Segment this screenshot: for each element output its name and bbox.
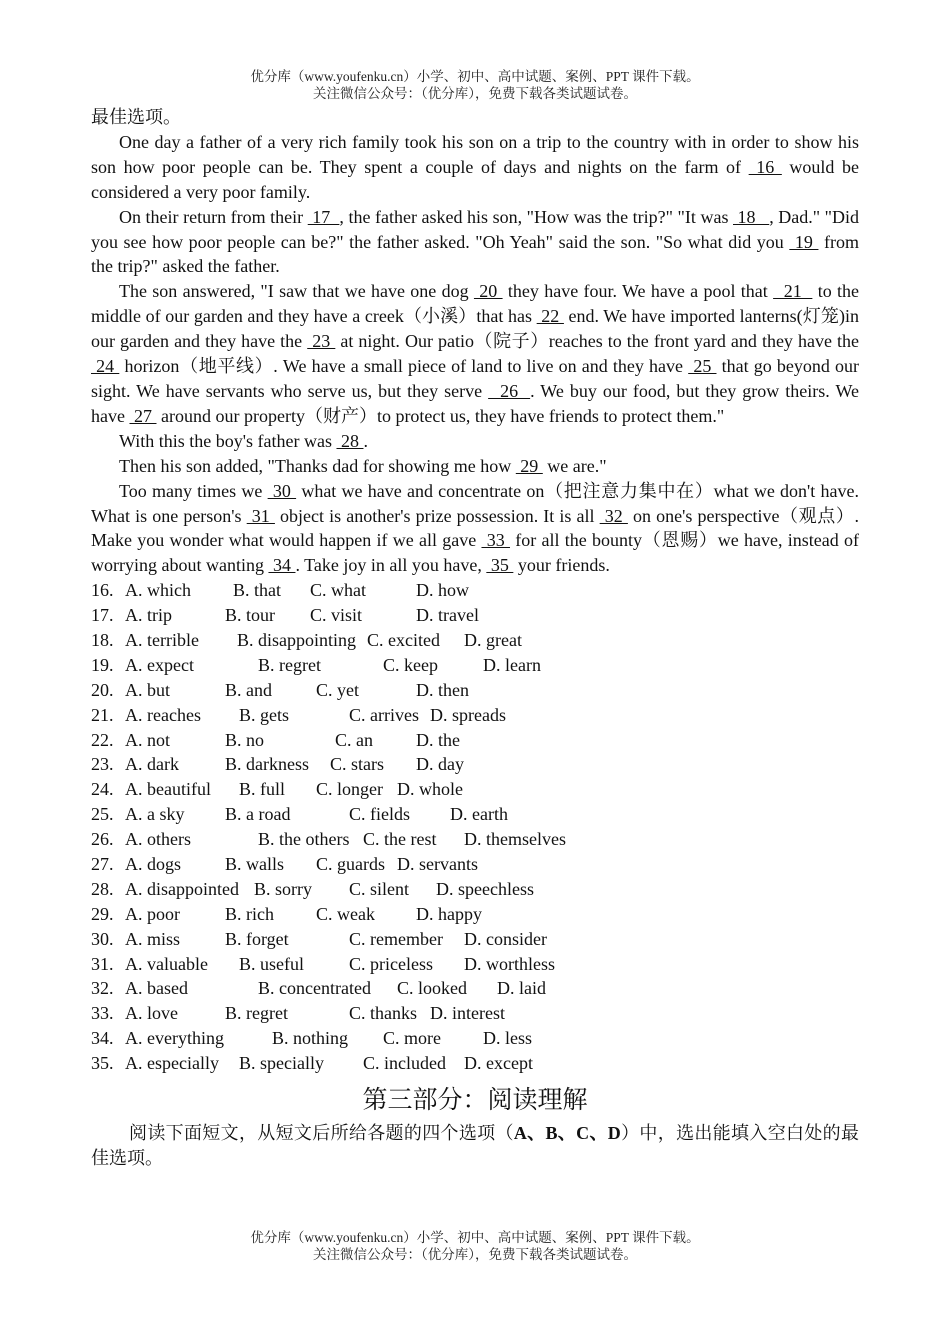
text-run: at night. Our patio（院子）reaches to the front yard and they have the bbox=[335, 331, 860, 352]
blank-35: 35 bbox=[486, 555, 514, 576]
option-c: C. silent bbox=[349, 878, 410, 899]
option-d: D. travel bbox=[416, 605, 479, 626]
option-b: B. a road bbox=[225, 804, 291, 825]
option-d: D. whole bbox=[397, 779, 463, 800]
text-run: One day a father of a very rich family took his son on a trip to the country with in order to show his son how poor people can be. They spent a couple of days and nights on the farm of bbox=[91, 131, 859, 177]
option-c: C. thanks bbox=[349, 1003, 418, 1024]
text-run: end. We have imported lanterns(灯笼)in our garden and they have the bbox=[91, 306, 860, 352]
option-b: B. rich bbox=[225, 903, 274, 924]
passage-paragraph-6 bbox=[91, 479, 859, 579]
question-number: 18. bbox=[91, 630, 114, 650]
text-run: your friends. bbox=[513, 555, 610, 576]
question-number: 23. bbox=[91, 754, 114, 775]
option-a: A. love bbox=[125, 1003, 178, 1024]
option-a: A. valuable bbox=[125, 953, 208, 974]
option-a: A. beautiful bbox=[125, 779, 211, 800]
option-d: D. earth bbox=[450, 804, 508, 825]
option-c: C. keep bbox=[383, 654, 438, 675]
text-run: ）中，选出能填入空白处的最佳选项。 bbox=[91, 1123, 860, 1168]
option-b: B. concentrated bbox=[258, 978, 371, 999]
text-run: horizon（地平线）. We have a small piece of land to live on and they have bbox=[119, 356, 689, 377]
text-run: . Take joy in all you have, bbox=[295, 555, 487, 576]
page-header bbox=[0, 68, 950, 102]
footer-line-2: 关注微信公众号：（优分库），免费下载各类试题试卷。 bbox=[313, 1247, 637, 1262]
blank-29: 29 bbox=[515, 455, 543, 476]
blank-17: 17 bbox=[307, 206, 340, 227]
question-17 bbox=[91, 603, 859, 628]
option-c: C. more bbox=[383, 1028, 441, 1049]
blank-30: 30 bbox=[267, 480, 297, 501]
question-number: 29. bbox=[91, 903, 114, 924]
text-run: Then his son added, "Thanks dad for showing me how bbox=[119, 455, 516, 476]
text-run: 阅读下面短文，从短文后所给各题的四个选项（ bbox=[129, 1123, 514, 1144]
blank-31: 31 bbox=[246, 505, 275, 526]
option-a: A. poor bbox=[125, 903, 180, 924]
text-run: around our property（财产）to protect us, they have friends to protect them." bbox=[156, 405, 725, 426]
option-d: D. day bbox=[416, 754, 464, 775]
option-a: A. but bbox=[125, 679, 170, 700]
text-run: object is another's prize possession. It is all bbox=[274, 505, 600, 526]
option-d: D. then bbox=[416, 679, 469, 700]
option-a: A. trip bbox=[125, 605, 172, 626]
text-run: Too many times we bbox=[119, 480, 268, 501]
footer-line-1: 优分库（www.youfenku.cn）小学、初中、高中试题、案例、PPT 课件下载。 bbox=[250, 1230, 700, 1245]
option-d: D. except bbox=[464, 1053, 533, 1074]
blank-33: 33 bbox=[481, 530, 510, 551]
option-a: A. others bbox=[125, 829, 191, 850]
option-d: D. less bbox=[483, 1028, 532, 1049]
question-number: 22. bbox=[91, 729, 114, 750]
option-d: D. learn bbox=[483, 654, 541, 675]
blank-23: 23 bbox=[307, 331, 336, 352]
question-number: 28. bbox=[91, 878, 114, 899]
question-number: 19. bbox=[91, 654, 114, 675]
passage-paragraph-1 bbox=[91, 130, 859, 205]
option-b: B. full bbox=[239, 779, 286, 800]
option-d: D. servants bbox=[397, 854, 478, 875]
header-line-1: 优分库（www.youfenku.cn）小学、初中、高中试题、案例、PPT 课件下载。 bbox=[250, 69, 700, 84]
text-run: they have four. We have a pool that bbox=[502, 281, 774, 302]
question-23 bbox=[91, 752, 859, 777]
question-number: 27. bbox=[91, 854, 114, 875]
option-b: B. useful bbox=[239, 953, 304, 974]
document-body bbox=[91, 105, 859, 1171]
blank-34: 34 bbox=[268, 555, 296, 576]
option-letters: A、B、C、D bbox=[513, 1123, 621, 1144]
question-25 bbox=[91, 802, 859, 827]
question-number: 33. bbox=[91, 1003, 114, 1024]
option-b: B. disappointing bbox=[237, 630, 357, 650]
blank-26: 26 bbox=[488, 380, 531, 401]
option-d: D. themselves bbox=[464, 829, 566, 850]
blank-18: 18 bbox=[733, 206, 770, 227]
question-19 bbox=[91, 653, 859, 678]
option-a: A. terrible bbox=[125, 630, 199, 650]
option-a: A. expect bbox=[125, 654, 194, 675]
question-number: 16. bbox=[91, 580, 114, 601]
question-number: 21. bbox=[91, 704, 114, 725]
option-a: A. miss bbox=[125, 928, 181, 949]
text-run: to the middle of our garden and they have a creek（小溪）that has bbox=[91, 281, 860, 327]
option-a: A. not bbox=[125, 729, 170, 750]
question-18 bbox=[91, 628, 859, 653]
option-c: C. visit bbox=[310, 605, 363, 626]
option-d: D. laid bbox=[497, 978, 546, 999]
option-d: D. interest bbox=[430, 1003, 505, 1024]
question-27 bbox=[91, 852, 859, 877]
section-title: 第三部分：阅读理解 bbox=[362, 1085, 588, 1115]
passage-paragraph-3 bbox=[91, 279, 859, 428]
text-run: would be considered a very poor family. bbox=[91, 156, 859, 202]
option-a: A. which bbox=[125, 580, 191, 601]
text-run: , Dad." "Did you see how poor people can be?" the father asked. "Oh Yeah" said the son. "So what did you bbox=[91, 206, 860, 252]
text-run: On their return from their bbox=[119, 206, 308, 227]
option-d: D. how bbox=[416, 580, 469, 601]
option-b: B. the others bbox=[258, 829, 350, 850]
question-32 bbox=[91, 976, 859, 1001]
passage-paragraph-4 bbox=[91, 429, 859, 454]
option-b: B. specially bbox=[239, 1053, 324, 1074]
option-c: C. an bbox=[335, 729, 373, 750]
question-31 bbox=[91, 952, 859, 977]
option-d: D. great bbox=[464, 630, 522, 650]
option-c: C. weak bbox=[316, 903, 375, 924]
question-24 bbox=[91, 777, 859, 802]
question-30 bbox=[91, 927, 859, 952]
option-b: B. no bbox=[225, 729, 265, 750]
option-d: D. consider bbox=[464, 928, 547, 949]
text-run: The son answered, "I saw that we have one dog bbox=[119, 281, 474, 302]
option-b: B. darkness bbox=[225, 754, 309, 775]
text-run: what we have and concentrate on（把注意力集中在）what we don't have. What is one person's bbox=[91, 480, 860, 526]
option-b: B. regret bbox=[225, 1003, 288, 1024]
text-run: from the trip?" asked the father. bbox=[91, 231, 859, 277]
option-c: C. remember bbox=[349, 928, 443, 949]
question-list bbox=[91, 578, 859, 1076]
question-16 bbox=[91, 578, 859, 603]
option-c: C. what bbox=[310, 580, 366, 601]
question-number: 34. bbox=[91, 1028, 114, 1049]
question-22 bbox=[91, 728, 859, 753]
option-b: B. nothing bbox=[272, 1028, 349, 1049]
option-a: A. a sky bbox=[125, 804, 185, 825]
question-26 bbox=[91, 827, 859, 852]
passage-paragraph-2 bbox=[91, 205, 859, 280]
option-c: C. fields bbox=[349, 804, 410, 825]
question-34 bbox=[91, 1026, 859, 1051]
option-b: B. tour bbox=[225, 605, 276, 626]
blank-21: 21 bbox=[773, 281, 813, 302]
text-run: for all the bounty（恩赐）we have, instead of worrying about wanting bbox=[91, 530, 859, 576]
text-run: we are." bbox=[542, 455, 607, 476]
question-number: 26. bbox=[91, 829, 114, 850]
option-a: A. dogs bbox=[125, 854, 182, 875]
option-d: D. speechless bbox=[436, 878, 534, 899]
question-number: 30. bbox=[91, 928, 114, 949]
option-c: C. the rest bbox=[363, 829, 437, 850]
option-c: C. included bbox=[363, 1053, 446, 1074]
blank-32: 32 bbox=[599, 505, 628, 526]
text-run: . bbox=[363, 430, 368, 451]
option-a: A. especially bbox=[125, 1053, 219, 1074]
question-number: 17. bbox=[91, 605, 114, 626]
question-number: 20. bbox=[91, 679, 114, 700]
option-b: B. regret bbox=[258, 654, 321, 675]
question-21 bbox=[91, 703, 859, 728]
option-d: D. worthless bbox=[464, 953, 555, 974]
question-number: 31. bbox=[91, 953, 114, 974]
option-c: C. arrives bbox=[349, 704, 419, 725]
option-d: D. the bbox=[416, 729, 460, 750]
text-run: , the father asked his son, "How was the trip?" "It was bbox=[339, 206, 733, 227]
header-line-2: 关注微信公众号：（优分库），免费下载各类试题试卷。 bbox=[313, 86, 637, 101]
blank-27: 27 bbox=[129, 405, 157, 426]
passage-paragraph-5 bbox=[91, 454, 859, 479]
blank-25: 25 bbox=[688, 356, 717, 377]
section-instructions bbox=[91, 1121, 859, 1171]
passage-lead: 最佳选项。 bbox=[91, 107, 181, 127]
text-run: on one's perspective（观点）. Make you wonder what would happen if we all gave bbox=[91, 505, 860, 551]
question-20 bbox=[91, 678, 859, 703]
option-b: B. forget bbox=[225, 928, 289, 949]
option-b: B. and bbox=[225, 679, 272, 700]
option-b: B. that bbox=[233, 580, 281, 601]
option-a: A. dark bbox=[125, 754, 179, 775]
option-a: A. everything bbox=[125, 1028, 224, 1049]
text-run: With this the boy's father was bbox=[119, 430, 337, 451]
question-number: 25. bbox=[91, 804, 114, 825]
option-c: C. longer bbox=[316, 779, 383, 800]
text-run: that go beyond our sight. We have servants who serve us, but they serve bbox=[91, 356, 860, 401]
blank-19: 19 bbox=[789, 231, 819, 252]
option-b: B. walls bbox=[225, 854, 285, 875]
option-a: A. reaches bbox=[125, 704, 201, 725]
option-c: C. guards bbox=[316, 854, 385, 875]
option-c: C. looked bbox=[397, 978, 467, 999]
text-run: . We buy our food, but they grow theirs. We have bbox=[91, 380, 859, 426]
question-number: 35. bbox=[91, 1053, 114, 1074]
option-a: A. disappointed bbox=[125, 878, 239, 899]
option-c: C. excited bbox=[367, 630, 440, 650]
question-number: 24. bbox=[91, 779, 114, 800]
question-35 bbox=[91, 1051, 859, 1076]
question-33 bbox=[91, 1001, 859, 1026]
option-b: B. sorry bbox=[254, 878, 312, 899]
question-number: 32. bbox=[91, 978, 114, 999]
blank-28: 28 bbox=[336, 430, 364, 451]
option-a: A. based bbox=[125, 978, 188, 999]
blank-20: 20 bbox=[473, 281, 503, 302]
question-29 bbox=[91, 902, 859, 927]
option-b: B. gets bbox=[239, 704, 290, 725]
option-c: C. priceless bbox=[349, 953, 433, 974]
option-c: C. yet bbox=[316, 679, 359, 700]
blank-16: 16 bbox=[748, 156, 782, 177]
question-28 bbox=[91, 877, 859, 902]
blank-24: 24 bbox=[91, 356, 120, 377]
page-footer bbox=[0, 1229, 950, 1263]
blank-22: 22 bbox=[536, 306, 564, 327]
option-d: D. happy bbox=[416, 903, 482, 924]
option-c: C. stars bbox=[330, 754, 384, 775]
option-d: D. spreads bbox=[430, 704, 506, 725]
